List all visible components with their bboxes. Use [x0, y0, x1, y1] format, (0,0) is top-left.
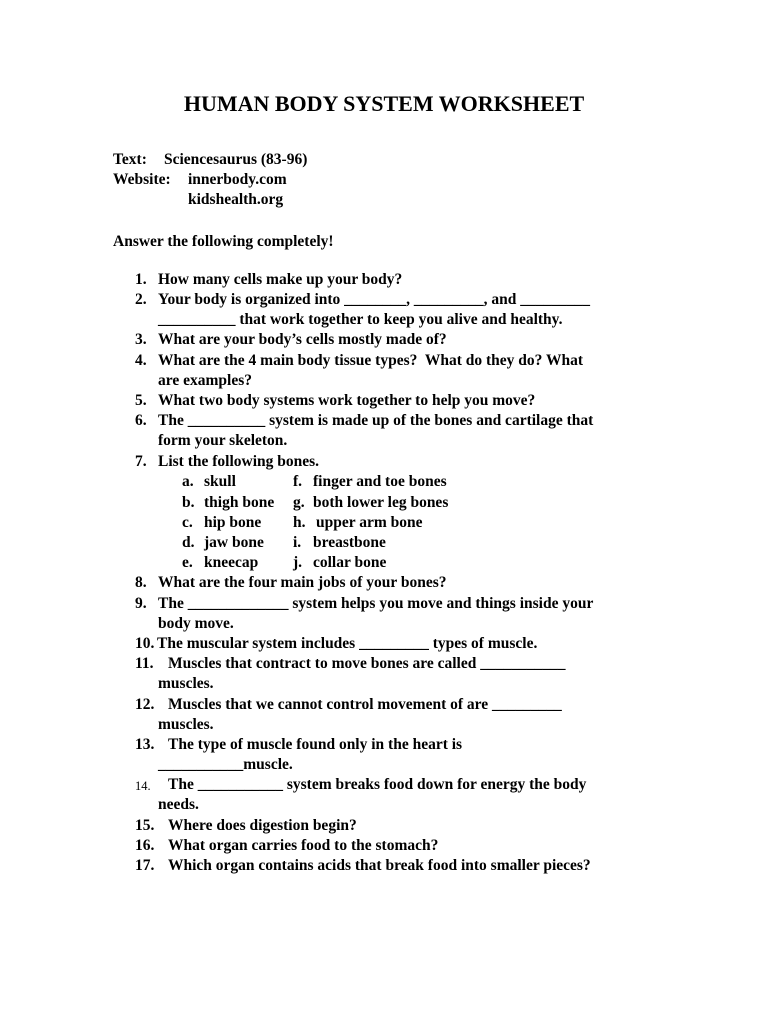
question-number: 13.	[135, 736, 155, 753]
bone-name: kneecap	[204, 554, 259, 571]
bone-letter: b.	[182, 494, 195, 511]
question-number: 14.	[135, 779, 151, 793]
question-text: Your body is organized into ________, _________, and _________	[158, 291, 591, 308]
question-text-continued: form your skeleton.	[158, 432, 288, 449]
question-text: What are the four main jobs of your bones?	[158, 574, 447, 591]
question-text: What two body systems work together to help you move?	[158, 392, 536, 409]
question-number: 8.	[135, 574, 147, 591]
website-link-kidshealth: kidshealth.org	[188, 191, 284, 208]
bone-name: hip bone	[204, 514, 262, 531]
text-source-value: Sciencesaurus (83-96)	[164, 151, 308, 168]
question-number: 3.	[135, 331, 147, 348]
question-number: 5.	[135, 392, 147, 409]
bone-letter: h.	[293, 514, 306, 531]
question-text: The _____________ system helps you move and things inside your	[158, 595, 594, 612]
website-label: Website:	[113, 171, 171, 188]
question-number: 4.	[135, 352, 147, 369]
question-text: What organ carries food to the stomach?	[168, 837, 439, 854]
question-number: 16.	[135, 837, 155, 854]
bone-name: finger and toe bones	[313, 473, 447, 490]
page-title: HUMAN BODY SYSTEM WORKSHEET	[183, 91, 585, 116]
question-text-continued: muscles.	[158, 716, 214, 733]
bone-letter: d.	[182, 534, 195, 551]
question-number: 9.	[135, 595, 147, 612]
question-number: 17.	[135, 857, 155, 874]
question-text: How many cells make up your body?	[158, 271, 403, 288]
bone-name: jaw bone	[204, 534, 264, 551]
question-number: 1.	[135, 271, 147, 288]
question-text: What are your body’s cells mostly made of?	[158, 331, 447, 348]
question-number: 6.	[135, 412, 147, 429]
bone-name: both lower leg bones	[313, 494, 449, 511]
question-text: The ___________ system breaks food down for energy the body	[168, 776, 587, 793]
question-text: Muscles that contract to move bones are called ___________	[168, 655, 566, 672]
question-number: 15.	[135, 817, 155, 834]
question-number: 11.	[135, 655, 154, 672]
question-text-continued: needs.	[158, 796, 199, 813]
bone-name: thigh bone	[204, 494, 275, 511]
question-text-continued: ___________muscle.	[158, 756, 293, 773]
question-text: List the following bones.	[158, 453, 320, 470]
question-number: 12.	[135, 696, 155, 713]
bone-name: collar bone	[313, 554, 387, 571]
bone-name: upper arm bone	[316, 514, 423, 531]
question-text: The muscular system includes _________ types of muscle.	[157, 635, 538, 652]
question-text: The __________ system is made up of the bones and cartilage that	[158, 412, 594, 429]
question-text-continued: are examples?	[158, 372, 252, 389]
bone-letter: j.	[293, 554, 303, 571]
bone-letter: c.	[182, 514, 193, 531]
question-text-continued: muscles.	[158, 675, 214, 692]
website-link-innerbody: innerbody.com	[188, 171, 287, 188]
bone-name: breastbone	[313, 534, 386, 551]
bone-letter: g.	[293, 494, 305, 511]
bone-letter: e.	[182, 554, 193, 571]
bone-name: skull	[204, 473, 236, 490]
question-number: 7.	[135, 453, 147, 470]
bone-letter: i.	[293, 534, 302, 551]
question-text-continued: __________ that work together to keep you alive and healthy.	[158, 311, 563, 328]
question-text: The type of muscle found only in the heart is	[168, 736, 463, 753]
question-text: Muscles that we cannot control movement of are _________	[168, 696, 562, 713]
bone-letter: f.	[293, 473, 303, 490]
question-text: Where does digestion begin?	[168, 817, 357, 834]
question-number: 10.	[135, 635, 155, 652]
text-source-label: Text:	[113, 151, 147, 168]
instruction: Answer the following completely!	[113, 233, 334, 250]
bone-letter: a.	[182, 473, 194, 490]
question-text: Which organ contains acids that break food into smaller pieces?	[168, 857, 591, 874]
question-number: 2.	[135, 291, 147, 308]
question-text-continued: body move.	[158, 615, 234, 632]
question-text: What are the 4 main body tissue types? What do they do? What	[158, 352, 584, 369]
